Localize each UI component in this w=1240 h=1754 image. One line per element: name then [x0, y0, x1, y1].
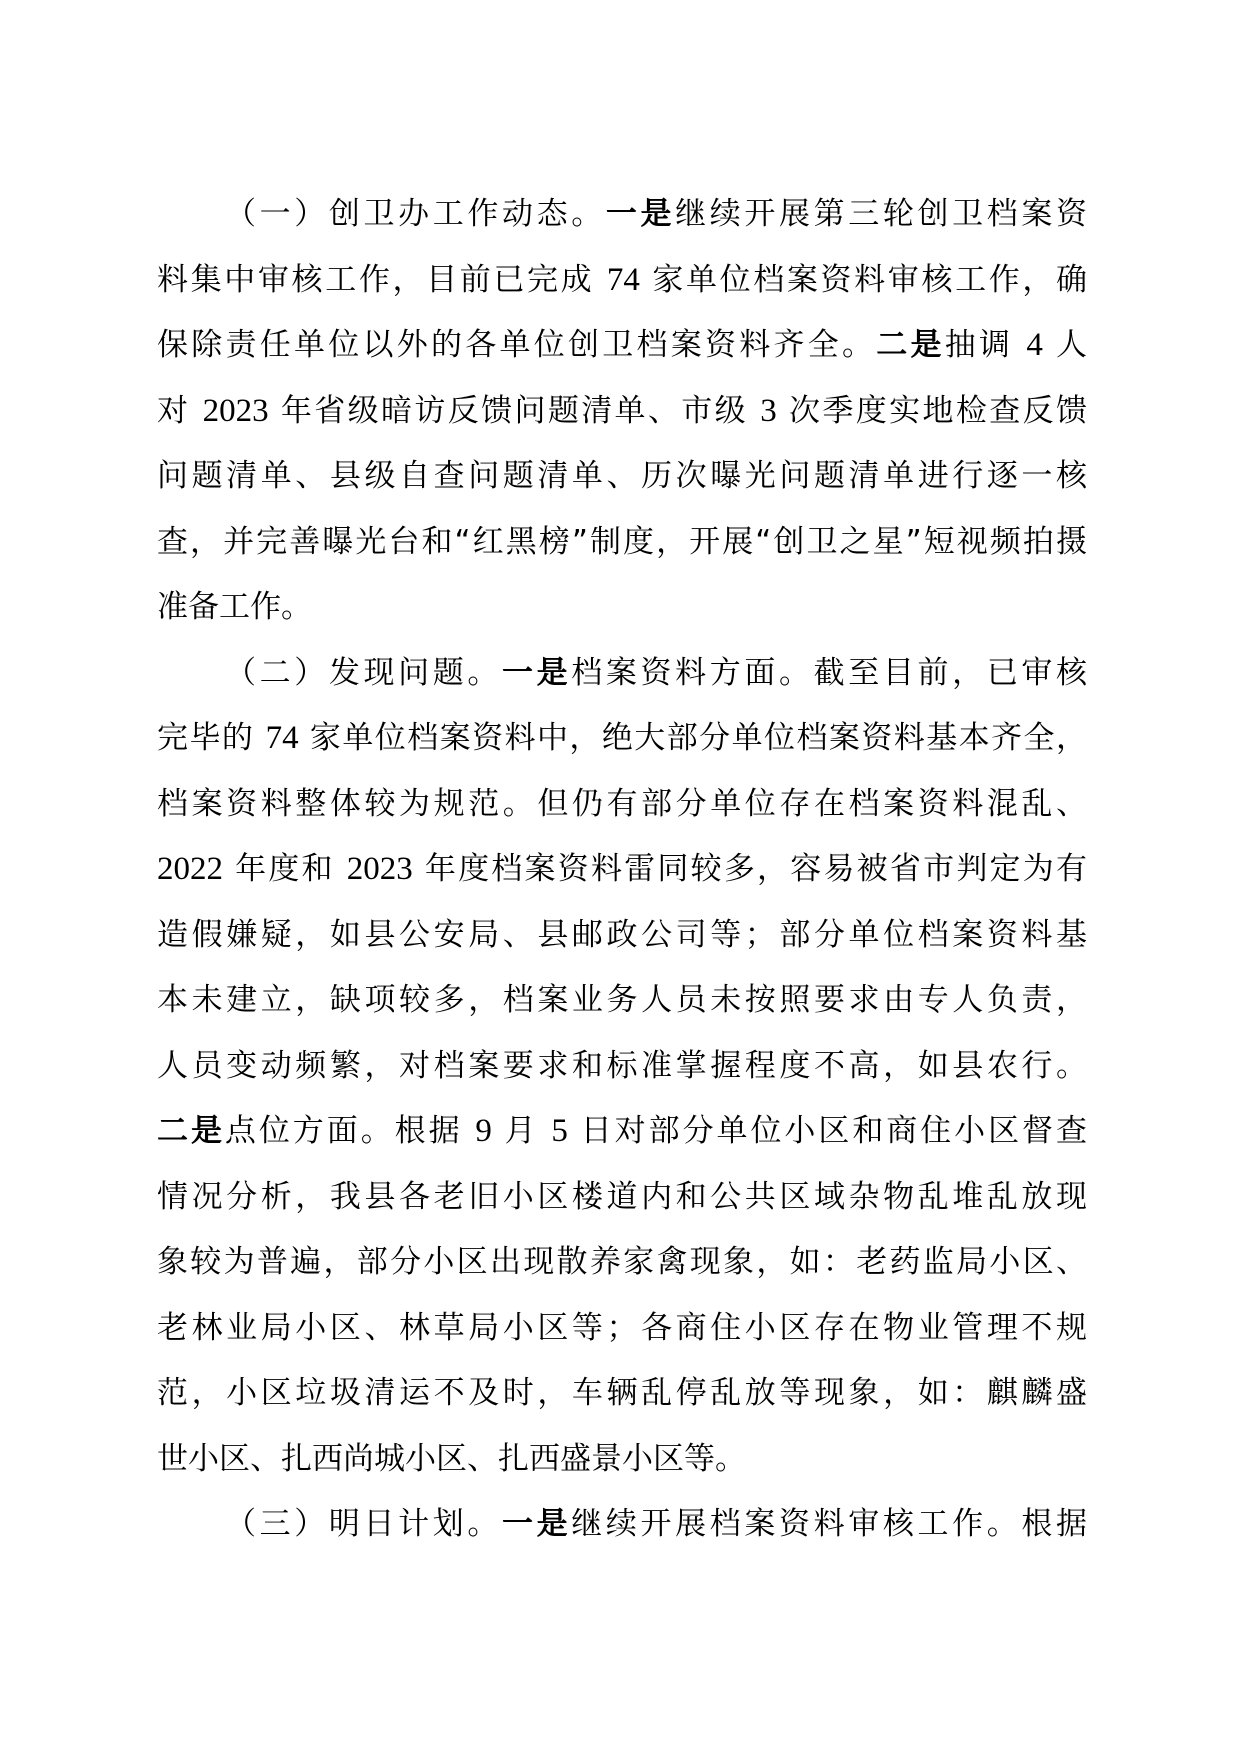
text-segment: 年省级暗访反馈问题清单、市级 [268, 392, 761, 429]
text-line [157, 1034, 1087, 1100]
text-line [157, 510, 1087, 576]
document-body [157, 182, 1087, 1558]
text-segment: 老林业局小区、林草局小区等；各商住小区存在物业管理不规 [157, 1309, 1087, 1346]
text-segment: 家单位档案资料审核工作，确 [639, 261, 1088, 298]
text-segment: 档案资料方面。截至目前，已审核 [571, 654, 1087, 691]
text-segment: 年度和 [223, 851, 347, 887]
numeral: 2023 [202, 392, 269, 429]
numeral: 4 [1026, 327, 1043, 363]
text-segment: 准备工作。 [157, 589, 312, 625]
text-line [157, 706, 1087, 772]
text-segment: 点位方面。根据 [224, 1113, 476, 1149]
text-segment: 完毕的 [157, 720, 266, 756]
text-line [157, 313, 1087, 379]
text-line [157, 1099, 1087, 1165]
text-line [157, 1165, 1087, 1231]
text-segment: 造假嫌疑，如县公安局、县邮政公司等；部分单位档案资料基 [157, 916, 1087, 953]
text-segment: 档案资料整体较为规范。但仍有部分单位存在档案资料混乱、 [157, 785, 1087, 822]
text-segment: （三）明日计划。 [225, 1506, 502, 1542]
text-segment: 家单位档案资料中，绝大部分单位档案资料基本齐全， [298, 720, 1087, 756]
text-line [157, 641, 1087, 707]
text-segment: 继续开展第三轮创卫档案资 [675, 196, 1087, 232]
numeral: 74 [606, 261, 640, 298]
bold-lead-phrase: 一是 [502, 1506, 572, 1542]
numeral: 3 [760, 392, 777, 429]
text-segment: 情况分析，我县各老旧小区楼道内和公共区域杂物乱堆乱放现 [157, 1178, 1087, 1215]
text-segment: 本未建立，缺项较多，档案业务人员未按照要求由专人负责， [157, 982, 1087, 1018]
text-line [157, 1296, 1087, 1362]
text-segment: 继续开展档案资料审核工作。根据 [571, 1506, 1087, 1542]
numeral: 9 [475, 1113, 492, 1149]
text-segment: 人员变动频繁，对档案要求和标准掌握程度不高，如县农行。 [157, 1047, 1087, 1084]
text-segment: （一）创卫办工作动态。 [225, 196, 606, 232]
text-segment: 保除责任单位以外的各单位创卫档案资料齐全。 [157, 327, 877, 363]
text-segment: （二）发现问题。 [225, 654, 502, 691]
text-segment: 人 [1042, 327, 1088, 363]
numeral: 2023 [346, 851, 413, 887]
text-line [157, 182, 1087, 248]
text-line [157, 575, 1087, 641]
text-segment: 次季度实地检查反馈 [776, 392, 1087, 429]
text-line [157, 1361, 1087, 1427]
bold-lead-phrase: 一是 [502, 654, 572, 691]
text-segment: 问题清单、县级自查问题清单、历次曝光问题清单进行逐一核 [157, 458, 1087, 494]
text-segment: 抽调 [944, 327, 1027, 363]
text-line [157, 968, 1087, 1034]
text-segment: 日对部分单位小区和商住小区督查 [567, 1113, 1088, 1149]
text-line [157, 1230, 1087, 1296]
text-segment: 月 [491, 1113, 552, 1149]
text-segment: 范，小区垃圾清运不及时，车辆乱停乱放等现象，如：麒麟盛 [157, 1375, 1087, 1411]
text-segment: 料集中审核工作，目前已完成 [157, 261, 607, 298]
text-line [157, 1492, 1087, 1558]
numeral: 5 [551, 1113, 568, 1149]
bold-lead-phrase: 二是 [876, 327, 945, 363]
text-segment: 世小区、扎西尚城小区、扎西盛景小区等。 [157, 1440, 746, 1477]
text-line [157, 772, 1087, 838]
text-line [157, 1427, 1087, 1493]
text-segment: 对 [157, 392, 203, 429]
text-segment: 象较为普遍，部分小区出现散养家禽现象，如：老药监局小区、 [157, 1244, 1087, 1280]
numeral: 2022 [157, 851, 223, 887]
numeral: 74 [265, 720, 299, 756]
text-line [157, 379, 1087, 445]
text-line [157, 903, 1087, 969]
text-line [157, 248, 1087, 314]
text-segment: 年度档案资料雷同较多，容易被省市判定为有 [412, 851, 1087, 887]
bold-lead-phrase: 一是 [605, 196, 676, 232]
bold-lead-phrase: 二是 [157, 1113, 225, 1149]
text-segment: 查，并完善曝光台和“红黑榜”制度，开展“创卫之星”短视频拍摄 [157, 523, 1087, 560]
text-line [157, 444, 1087, 510]
text-line [157, 837, 1087, 903]
